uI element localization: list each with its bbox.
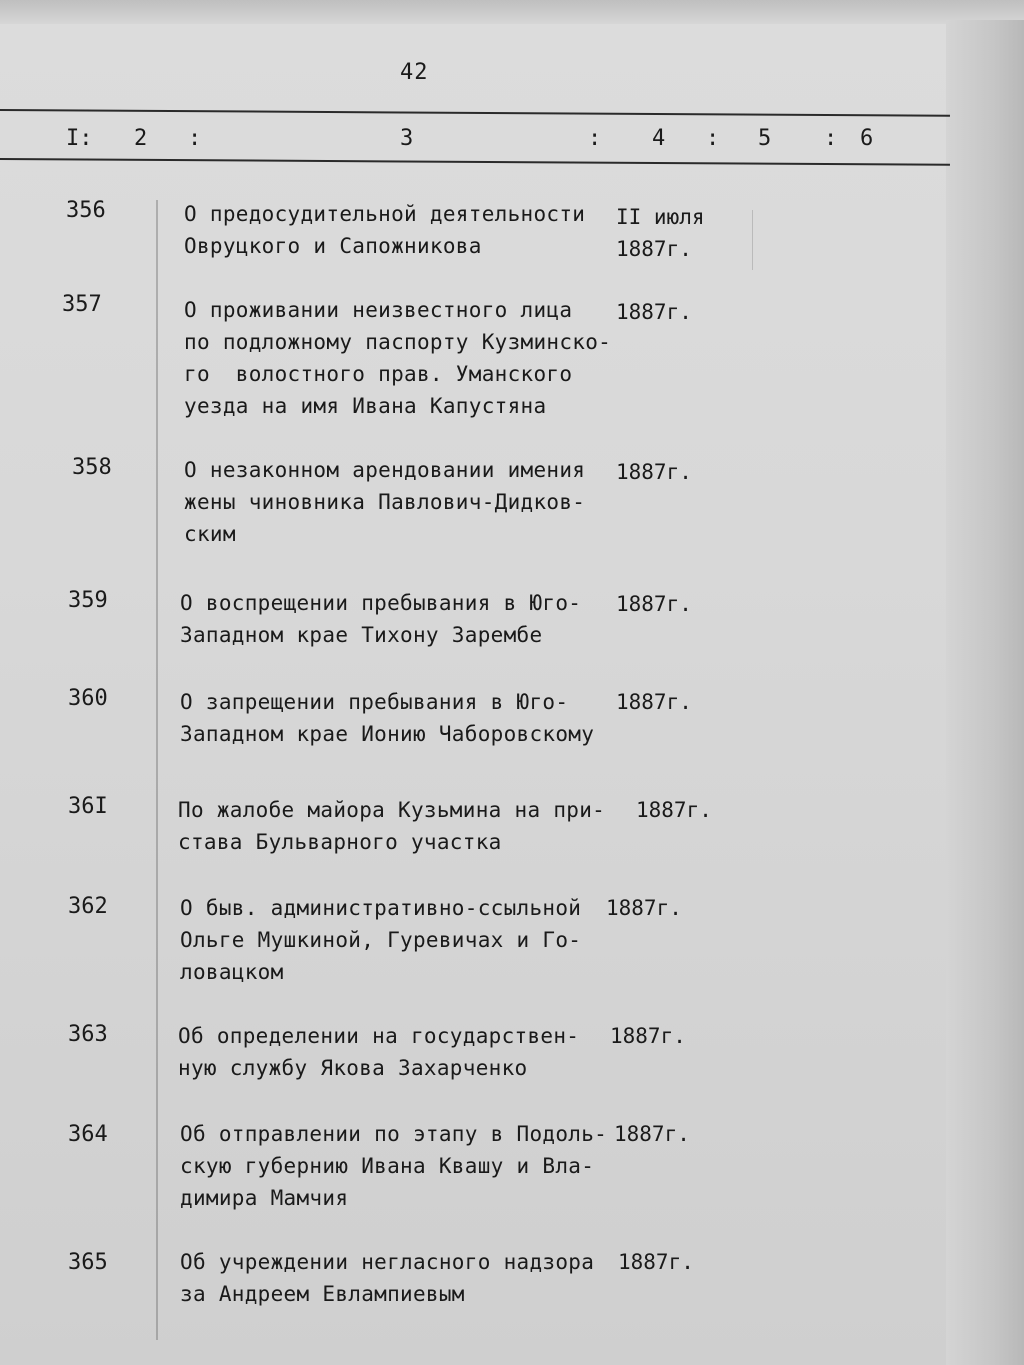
bleed-through-divider [752, 210, 753, 270]
column-header-2: 2 [134, 126, 148, 151]
column-header-6: 6 [860, 126, 874, 151]
entry-description: О запрещении пребывания в Юго- Западном крае Ионию Чаборовскому [180, 690, 595, 746]
entry-date: 1887г. [616, 690, 692, 714]
entry-number: 356 [66, 198, 106, 223]
column-header-3: 3 [400, 126, 414, 151]
entry-number: 357 [62, 292, 102, 317]
entry-description: По жалобе майора Кузьмина на при- става Бульварного участка [178, 798, 606, 854]
entry-number: 364 [68, 1122, 108, 1147]
header-rule-bottom [0, 158, 950, 166]
entry-number: 363 [68, 1022, 108, 1047]
entry-date: 1887г. [616, 460, 692, 484]
entry-description: О незаконном арендовании имения жены чиновника Павлович-Дидков- ским [184, 458, 586, 546]
page-top-shadow [0, 0, 1024, 24]
entry-description: Об отправлении по этапу в Подоль- скую губернию Ивана Квашу и Вла- димира Мамчия [180, 1122, 608, 1210]
entry-date: 1887г. [636, 798, 712, 822]
entry-description: Об определении на государствен- ную службу Якова Захарченко [178, 1024, 580, 1080]
entry-date: II июля 1887г. [616, 205, 705, 261]
column-header-4: 4 [652, 126, 666, 151]
entry-number: 360 [68, 686, 108, 711]
entry-description: О воспрещении пребывания в Юго- Западном крае Тихону Зарембе [180, 591, 582, 647]
column-divider [156, 200, 158, 1340]
entry-description: О быв. административно-ссыльной Ольге Мушкиной, Гуревичах и Го- ловацком [180, 896, 582, 984]
entry-number: 359 [68, 588, 108, 613]
entry-number: 358 [72, 455, 112, 480]
entry-date: 1887г. [610, 1024, 686, 1048]
entry-date: 1887г. [616, 592, 692, 616]
page-number: 42 [400, 60, 429, 85]
header-rule-top [0, 109, 950, 117]
column-separator: : [706, 126, 720, 151]
column-header-1: I: [66, 126, 93, 151]
entry-date: 1887г. [616, 300, 692, 324]
column-separator: : [188, 126, 202, 151]
page-edge [946, 20, 1024, 1365]
entry-number: 36I [68, 794, 108, 819]
entry-date: 1887г. [606, 896, 682, 920]
entry-number: 362 [68, 894, 108, 919]
entry-description: О проживании неизвестного лица по подложному паспорту Кузминско- го волостного прав. Уманского уезда на имя Ивана Капустяна [184, 298, 612, 418]
entry-date: 1887г. [614, 1122, 690, 1146]
column-separator: : [824, 126, 838, 151]
entry-description: О предосудительной деятельности Овруцкого и Сапожникова [184, 202, 586, 258]
entry-description: Об учреждении негласного надзора за Андреем Евлампиевым [180, 1250, 595, 1306]
entry-date: 1887г. [618, 1250, 694, 1274]
column-separator: : [588, 126, 602, 151]
entry-number: 365 [68, 1250, 108, 1275]
column-header-5: 5 [758, 126, 772, 151]
